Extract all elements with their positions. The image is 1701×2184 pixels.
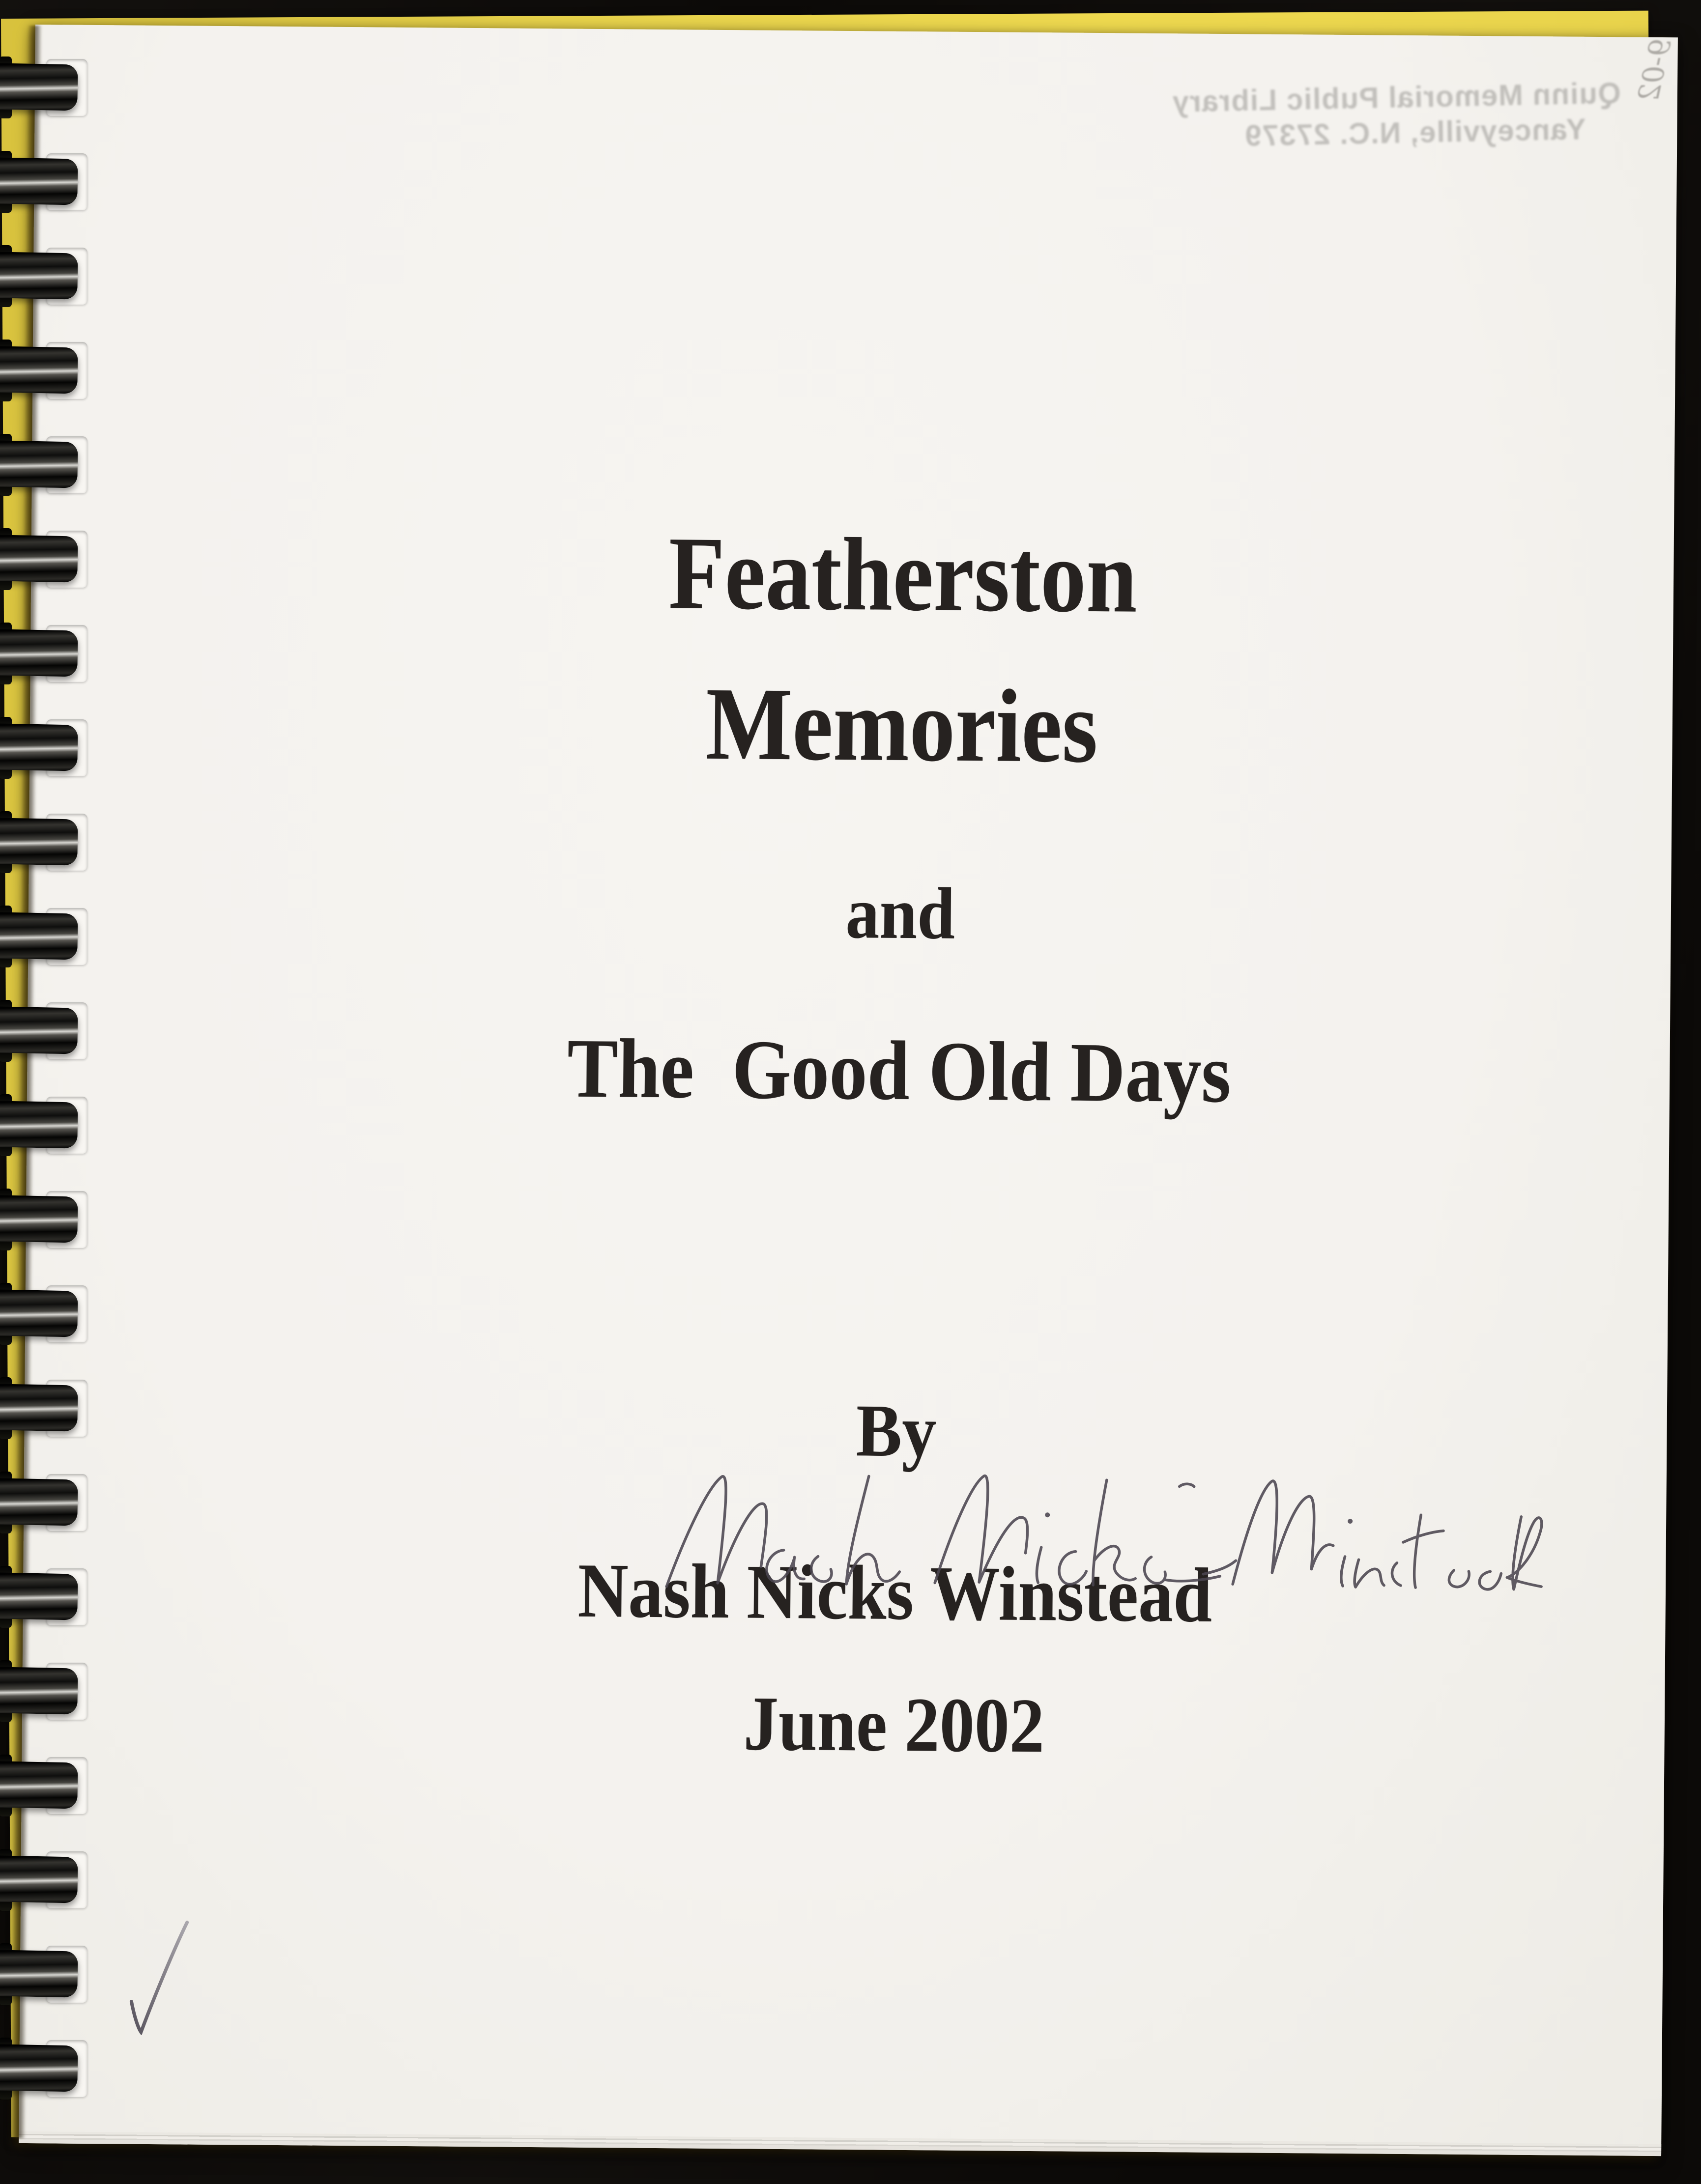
comb-binding — [0, 0, 98, 2184]
ring-band — [0, 1950, 78, 1997]
publication-date: June 2002 — [743, 1680, 1045, 1769]
binding-ring — [0, 64, 83, 111]
ring-band — [0, 1761, 78, 1809]
title-text-column — [69, 25, 1701, 2156]
title-page — [19, 25, 1678, 2156]
ring-band — [0, 818, 78, 865]
stamp-line-2: Yanceyville, N.C. 27379 — [1244, 113, 1586, 153]
author-name-printed: Nash Nicks Winstead — [577, 1547, 1213, 1639]
ring-band — [0, 157, 78, 205]
binding-ring — [0, 913, 83, 960]
ring-band — [0, 1384, 78, 1431]
signature-handwriting — [657, 1452, 1548, 1621]
book-title-line-1: Featherston — [668, 515, 1138, 634]
binding-ring — [0, 1668, 83, 1715]
binding-ring — [0, 1479, 83, 1526]
book-subtitle: The Good Old Days — [567, 1021, 1232, 1121]
ring-band — [0, 440, 78, 488]
binding-ring — [0, 1856, 83, 1903]
binding-ring — [0, 1573, 83, 1620]
stamp-line-1: Quinn Memorial Public Library — [1171, 76, 1621, 118]
binding-ring — [0, 1385, 83, 1432]
binding-ring — [0, 1290, 83, 1337]
book-title-line-2: Memories — [705, 665, 1098, 785]
binding-ring — [0, 1196, 83, 1243]
pencil-corner-note: 9-02 — [1631, 35, 1678, 105]
ring-band — [0, 1006, 78, 1054]
binding-ring — [0, 347, 83, 394]
ring-band — [0, 1101, 78, 1148]
ring-band — [0, 2044, 78, 2092]
binding-ring — [0, 724, 83, 771]
ring-band — [0, 912, 78, 960]
ring-band — [0, 1195, 78, 1243]
ring-band — [0, 1855, 78, 1903]
ring-band — [0, 63, 78, 111]
byline-label: By — [856, 1389, 937, 1473]
binding-ring — [0, 1102, 83, 1149]
ring-band — [0, 1289, 78, 1337]
ring-band — [0, 629, 78, 677]
binding-ring — [0, 630, 83, 677]
binding-ring — [0, 1951, 83, 1998]
binding-ring — [0, 158, 83, 205]
binding-ring — [0, 253, 83, 300]
ring-band — [0, 1572, 78, 1620]
ring-band — [0, 1667, 78, 1714]
ring-band — [0, 535, 78, 582]
binding-ring — [0, 1762, 83, 1809]
ring-band — [0, 723, 78, 771]
ring-band — [0, 1478, 78, 1526]
checkmark-icon — [124, 1912, 194, 2036]
title-connector-word: and — [845, 872, 955, 955]
ring-band — [0, 252, 78, 299]
binding-ring — [0, 536, 83, 583]
binding-ring — [0, 441, 83, 488]
ring-band — [0, 346, 78, 394]
binding-ring — [0, 819, 83, 866]
binding-ring — [0, 1007, 83, 1054]
binding-ring — [0, 2045, 83, 2092]
